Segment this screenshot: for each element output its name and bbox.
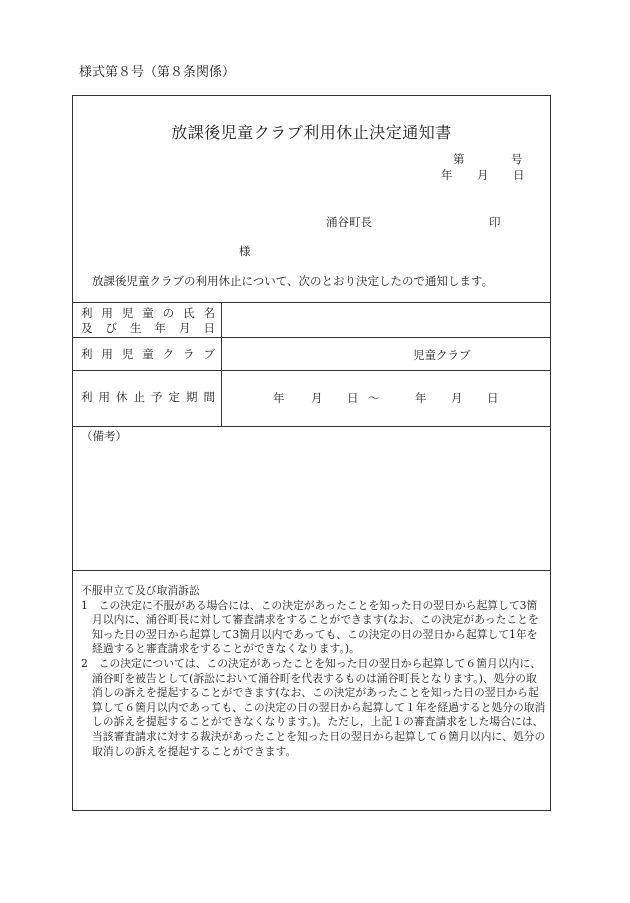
table-top-rule bbox=[73, 302, 550, 303]
date-year: 年 bbox=[441, 168, 453, 182]
remarks-label: （備考） bbox=[81, 429, 127, 443]
child-name-label bbox=[81, 306, 215, 336]
period-start-year: 年 bbox=[273, 391, 285, 405]
seal-mark: 印 bbox=[489, 215, 501, 229]
child-name-label-line2: 及 び 生 年 月 日 bbox=[81, 321, 215, 335]
period-end-year: 年 bbox=[415, 391, 427, 405]
date-month: 月 bbox=[477, 168, 489, 182]
number-suffix: 号 bbox=[511, 152, 523, 166]
period-start-month: 月 bbox=[311, 391, 323, 405]
appeal-item-1: 1 この決定に不服がある場合には、この決定があったことを知った日の翌日から起算して3箇月以内に、涌谷町長に対して審査請求をすることができます(なお、この決定があったことを知った日の翌日から起算して3箇月以内であっても、この決定の日の翌日から起算して1年を経過すると審査請求をすることができなくなります。)。 bbox=[81, 598, 539, 656]
row-rule-1 bbox=[73, 337, 550, 338]
date-day: 日 bbox=[513, 168, 525, 182]
club-label: 利 用 児 童 ク ラ ブ bbox=[81, 347, 215, 361]
appeal-section bbox=[81, 584, 547, 759]
addressee-suffix: 様 bbox=[239, 244, 251, 258]
number-prefix: 第 bbox=[453, 152, 465, 166]
document-title: 放課後児童クラブ利用休止決定通知書 bbox=[171, 123, 452, 142]
notice-text: 放課後児童クラブの利用休止について、次のとおり決定したので通知します。 bbox=[92, 274, 494, 288]
issuer-name: 涌谷町長 bbox=[326, 215, 372, 229]
appeal-item-2: 2 この決定については、この決定があったことを知った日の翌日から起算して６箇月以内に、涌谷町を被告として(訴訟において涌谷町を代表するものは涌谷町長となります。)、処分の取消しの訴えを提起することができます(なお、この決定があったことを知った日の翌日から起算して６箇月以内であっても、この決定の日の翌日から起算して１年を経過すると処分の取消しの訴えを提起することができなくなります。)。ただし，上記１の審査請求をした場合には、当該審査請求に対する裁決があったことを知った日の翌日から起算して６箇月以内に、処分の取消しの訴えを提起することができます。 bbox=[81, 656, 546, 758]
club-suffix: 児童クラブ bbox=[413, 348, 471, 362]
period-start-day: 日 bbox=[347, 391, 359, 405]
label-column-rule bbox=[221, 302, 222, 426]
form-id: 様式第８号（第８条関係） bbox=[79, 65, 236, 80]
period-separator: ～ bbox=[368, 391, 380, 405]
remarks-bottom-rule bbox=[73, 570, 550, 571]
period-end-day: 日 bbox=[487, 391, 499, 405]
row-rule-3 bbox=[73, 426, 550, 427]
row-rule-2 bbox=[73, 370, 550, 371]
notice-form bbox=[72, 95, 551, 811]
period-end-month: 月 bbox=[451, 391, 463, 405]
appeal-heading: 不服申立て及び取消訴訟 bbox=[81, 584, 200, 597]
child-name-label-line1: 利 用 児 童 の 氏 名 bbox=[81, 306, 215, 320]
period-label: 利 用 休 止 予 定 期 間 bbox=[81, 390, 215, 404]
